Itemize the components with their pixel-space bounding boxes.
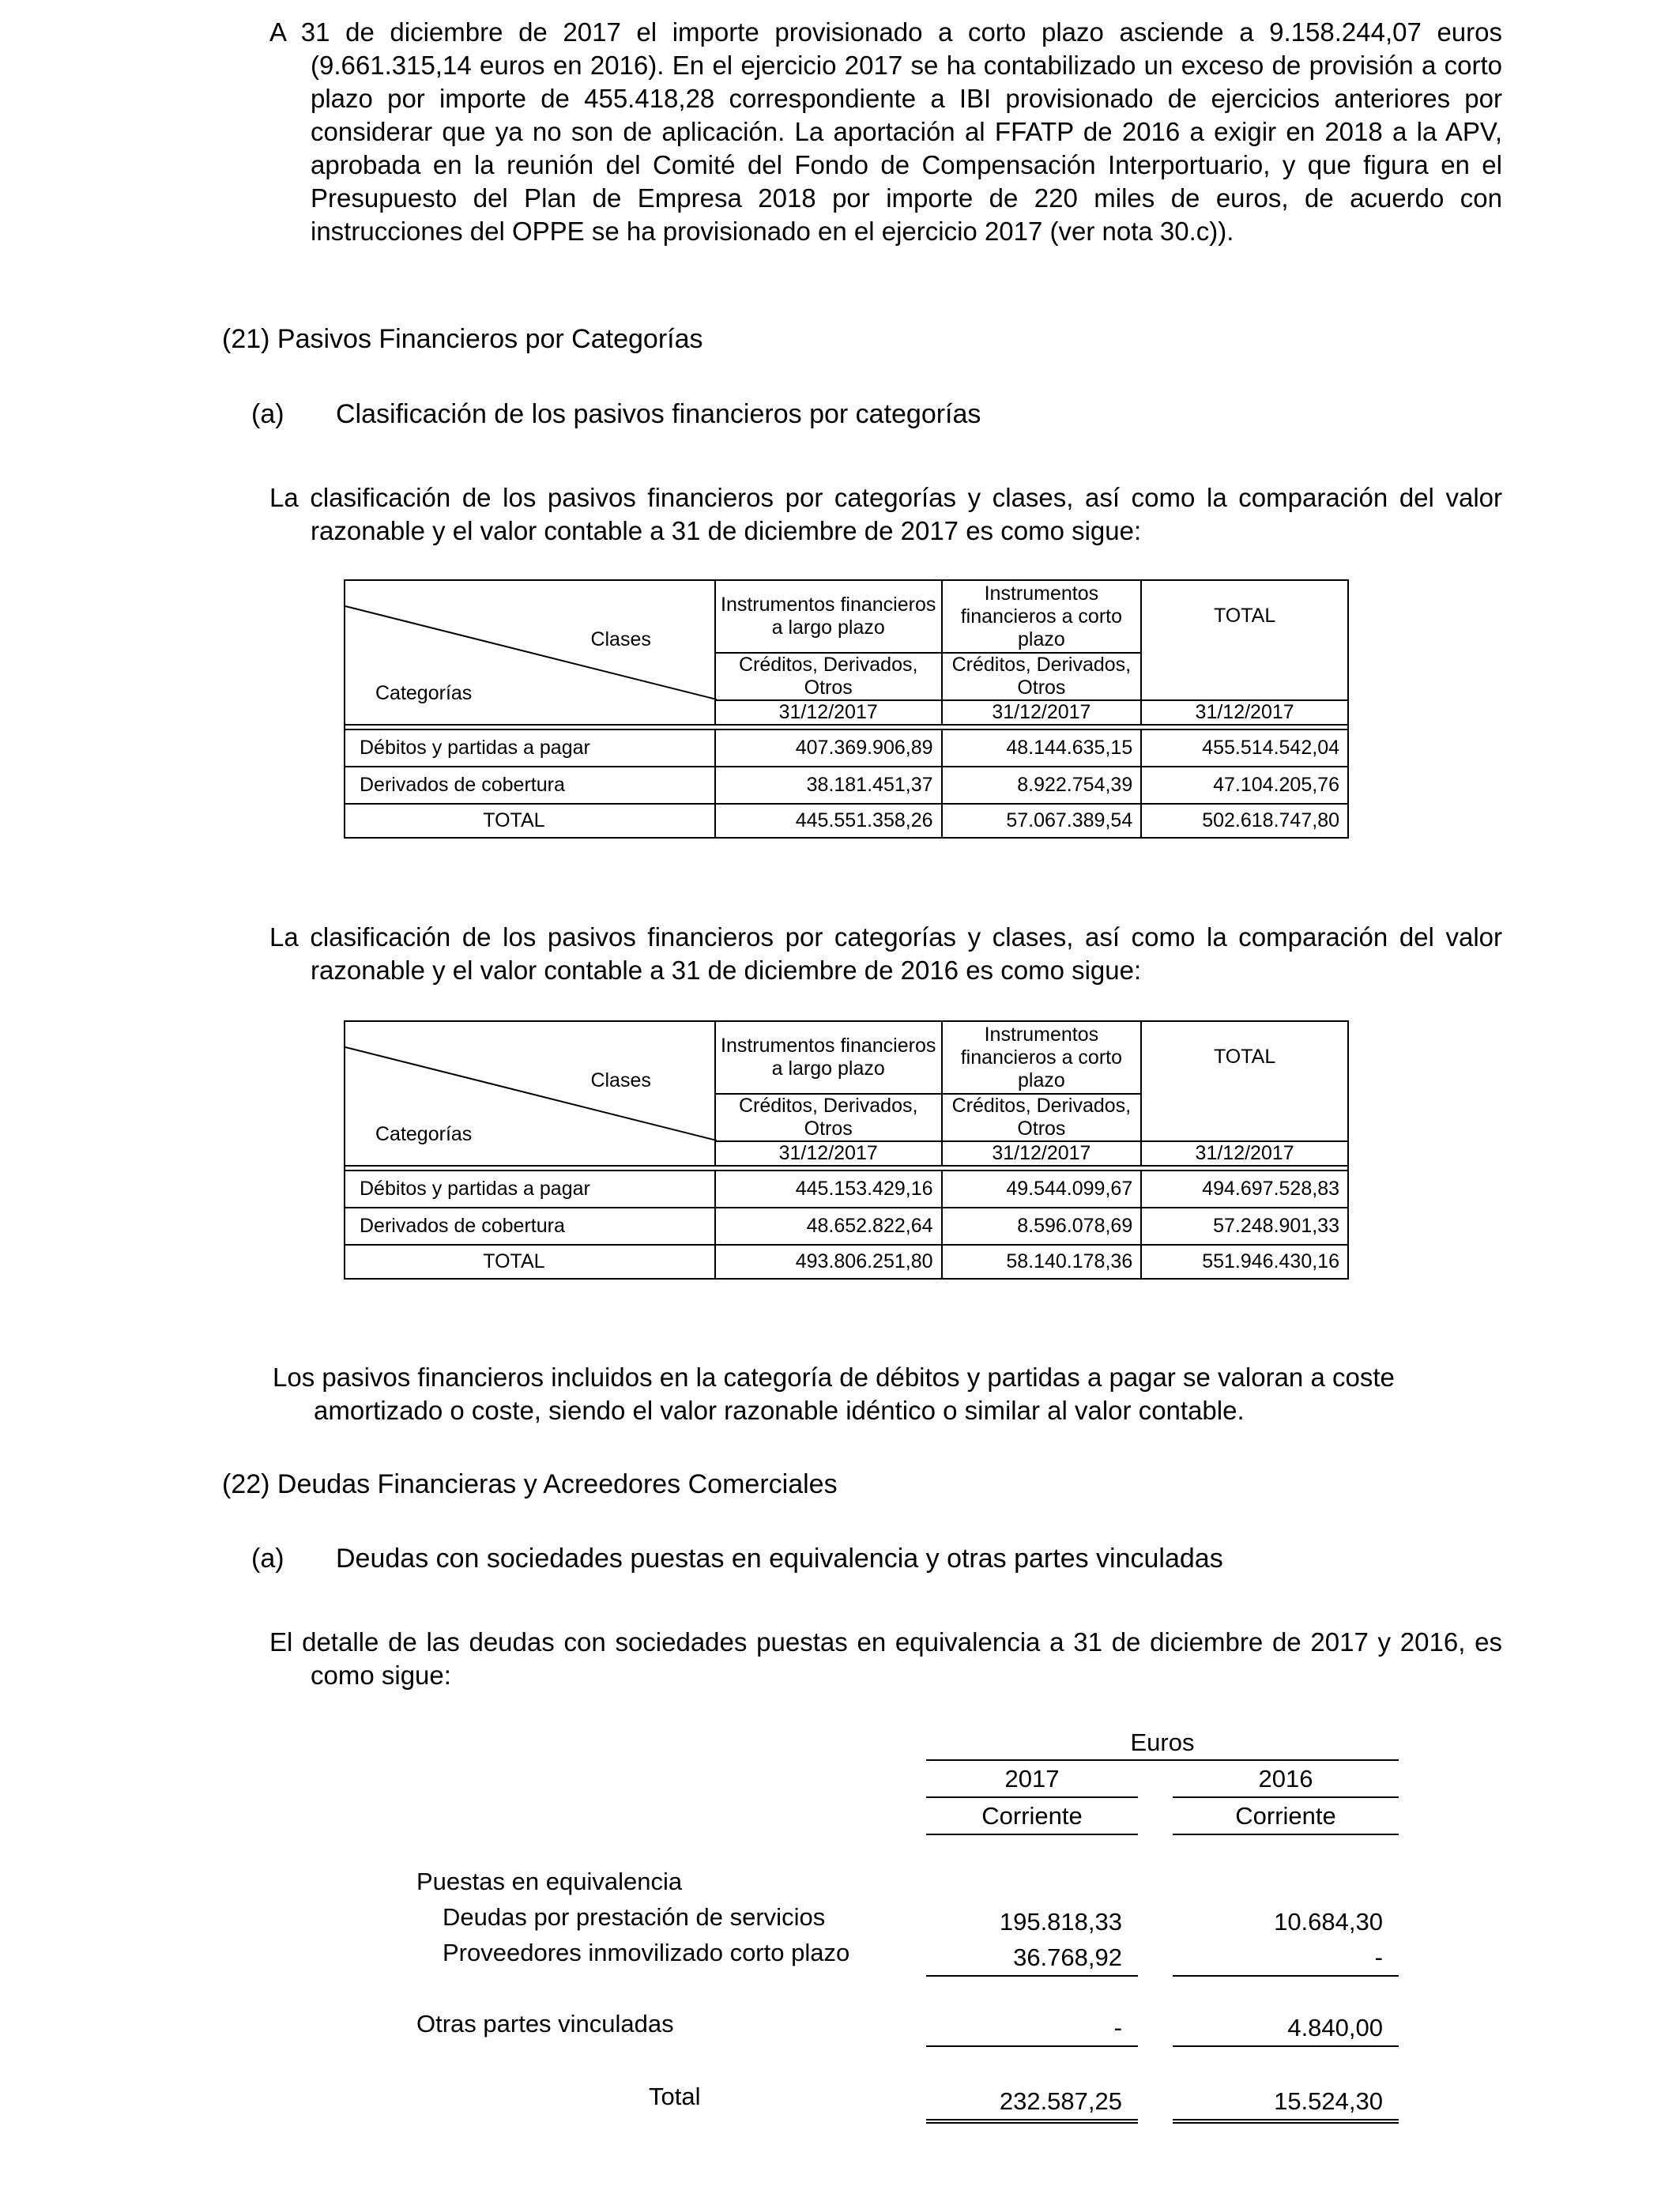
- euros-rule: [926, 1759, 1399, 1761]
- row-services-2016: 10.684,30: [1274, 1908, 1383, 1936]
- table-row: [345, 767, 1348, 804]
- other-rule-2016: [1173, 2045, 1399, 2047]
- section-21-title: (21) Pasivos Financieros por Categorías: [222, 324, 703, 354]
- col-head-long-term: Instrumentos financieros a largo plazo: [715, 1021, 942, 1094]
- col-head-total: TOTAL: [1141, 580, 1348, 700]
- row-value-total: 455.514.542,04: [1141, 729, 1348, 767]
- row-value-long: 493.806.251,80: [715, 1245, 942, 1279]
- row-value-short: 8.922.754,39: [942, 767, 1142, 804]
- row-value-short: 57.067.389,54: [942, 804, 1142, 838]
- col-head-long-term: Instrumentos financieros a largo plazo: [715, 580, 942, 653]
- current-2017-rule: [926, 1834, 1138, 1835]
- col-sub-long-term: Créditos, Derivados, Otros: [715, 1094, 942, 1141]
- row-value-total: 502.618.747,80: [1141, 804, 1348, 838]
- col-sub-short-term: Créditos, Derivados, Otros: [942, 653, 1142, 700]
- row-value-short: 58.140.178,36: [942, 1245, 1142, 1279]
- table-row: [345, 1245, 1348, 1279]
- row-services-2017: 195.818,33: [999, 1908, 1122, 1936]
- year-2016: 2016: [1258, 1765, 1313, 1793]
- year-2017-rule: [926, 1796, 1138, 1798]
- section-22-paragraph: El detalle de las deudas con sociedades puestas en equivalencia a 31 de diciembre de 2017 y 2016, es como sigue:: [269, 1627, 1502, 1690]
- intro-paragraph: A 31 de diciembre de 2017 el importe provisionado a corto plazo asciende a 9.158.244,07 euros (9.661.315,14 euros en 2016). En el ejercicio 2017 se ha contabilizado un exceso de provisión a corto plazo por importe de 455.418,28 correspondiente a IBI provisionado de ejercicios anteriores por considerar que ya no son de aplicación. La aportación al FFATP de 2016 a exigir en 2018 a la APV, aprobada en la reunión del Comité del Fondo de Compensación Interportuario, y que figura en el Presupuesto del Plan de Empresa 2018 por importe de 220 miles de euros, de acuerdo con instrucciones del OPPE se ha provisionado en el ejercicio 2017 (ver nota 30.c)).: [269, 17, 1502, 246]
- date-long-term: 31/12/2017: [715, 700, 942, 725]
- closing-paragraph: Los pasivos financieros incluidos en la categoría de débitos y partidas a pagar se valoran a coste amortizado o coste, siendo el valor razonable idéntico o similar al valor contable.: [273, 1363, 1395, 1425]
- section-21-sub-letter: (a): [251, 399, 284, 429]
- year-2017: 2017: [1004, 1765, 1060, 1793]
- row-value-long: 38.181.451,37: [715, 767, 942, 804]
- date-long-term: 31/12/2017: [715, 1141, 942, 1166]
- euros-header: Euros: [1130, 1728, 1195, 1756]
- row-label: TOTAL: [345, 804, 715, 838]
- diagonal-header: [345, 580, 715, 725]
- row-label: Derivados de cobertura: [345, 767, 715, 804]
- row-value-long: 445.153.429,16: [715, 1171, 942, 1208]
- table-2017: [344, 579, 1349, 839]
- col-sub-short-term: Créditos, Derivados, Otros: [942, 1094, 1142, 1141]
- clases-label: Clases: [590, 1069, 651, 1091]
- categorias-label: Categorías: [375, 1123, 473, 1145]
- total-2016: 15.524,30: [1274, 2087, 1383, 2115]
- row-value-short: 49.544.099,67: [942, 1171, 1142, 1208]
- row-value-total: 57.248.901,33: [1141, 1208, 1348, 1245]
- row-suppliers-2017: 36.768,92: [1013, 1943, 1122, 1971]
- total-label: Total: [649, 2083, 701, 2110]
- col-head-short-term: Instrumentos financieros a corto plazo: [942, 580, 1142, 653]
- row-other-2016: 4.840,00: [1287, 2014, 1383, 2041]
- section-22-sub-title: Deudas con sociedades puestas en equivalencia y otras partes vinculadas: [336, 1544, 1223, 1574]
- row-value-long: 407.369.906,89: [715, 729, 942, 767]
- row-value-total: 47.104.205,76: [1141, 767, 1348, 804]
- row-label: Débitos y partidas a pagar: [345, 1171, 715, 1208]
- row-label: Derivados de cobertura: [345, 1208, 715, 1245]
- row-label-suppliers: Proveedores inmovilizado corto plazo: [443, 1939, 850, 1966]
- row-value-long: 445.551.358,26: [715, 804, 942, 838]
- total-double-rule-2016: [1173, 2119, 1399, 2124]
- section-22-sub-letter: (a): [251, 1544, 284, 1574]
- date-short-term: 31/12/2017: [942, 1141, 1142, 1166]
- row-label-other: Otras partes vinculadas: [416, 2010, 674, 2038]
- categorias-label: Categorías: [375, 682, 473, 704]
- table-2016: [344, 1020, 1349, 1280]
- row-label: TOTAL: [345, 1245, 715, 1279]
- group-label: Puestas en equivalencia: [416, 1868, 683, 1895]
- row-value-short: 48.144.635,15: [942, 729, 1142, 767]
- row-value-long: 48.652.822,64: [715, 1208, 942, 1245]
- diagonal-header: [345, 1021, 715, 1166]
- table-row: [345, 729, 1348, 767]
- row-value-short: 8.596.078,69: [942, 1208, 1142, 1245]
- row-label: Débitos y partidas a pagar: [345, 729, 715, 767]
- year-2016-rule: [1173, 1796, 1399, 1798]
- row-label-services: Deudas por prestación de servicios: [443, 1903, 826, 1931]
- row-value-total: 551.946.430,16: [1141, 1245, 1348, 1279]
- date-total: 31/12/2017: [1141, 700, 1348, 725]
- row-value-total: 494.697.528,83: [1141, 1171, 1348, 1208]
- date-short-term: 31/12/2017: [942, 700, 1142, 725]
- row-other-2017: -: [1113, 2014, 1122, 2041]
- para-2017: La clasificación de los pasivos financieros por categorías y clases, así como la comparación del valor razonable y el valor contable a 31 de diciembre de 2017 es como sigue:: [269, 483, 1502, 545]
- total-double-rule-2017: [926, 2119, 1138, 2124]
- current-2017: Corriente: [981, 1802, 1083, 1830]
- col-head-total: TOTAL: [1141, 1021, 1348, 1141]
- other-rule-2017: [926, 2045, 1138, 2047]
- subtotal-rule-2016: [1173, 1975, 1399, 1977]
- current-2016-rule: [1173, 1834, 1399, 1835]
- table-row: [345, 804, 1348, 838]
- table-row: [345, 1208, 1348, 1245]
- col-sub-long-term: Créditos, Derivados, Otros: [715, 653, 942, 700]
- row-suppliers-2016: -: [1374, 1943, 1383, 1971]
- current-2016: Corriente: [1235, 1802, 1336, 1830]
- para-2016: La clasificación de los pasivos financieros por categorías y clases, así como la comparación del valor razonable y el valor contable a 31 de diciembre de 2016 es como sigue:: [269, 922, 1502, 985]
- section-21-sub-title: Clasificación de los pasivos financieros por categorías: [336, 399, 981, 429]
- date-total: 31/12/2017: [1141, 1141, 1348, 1166]
- col-head-short-term: Instrumentos financieros a corto plazo: [942, 1021, 1142, 1094]
- section-22-title: (22) Deudas Financieras y Acreedores Comerciales: [222, 1469, 838, 1499]
- table-row: [345, 1171, 1348, 1208]
- subtotal-rule-2017: [926, 1975, 1138, 1977]
- clases-label: Clases: [590, 628, 651, 650]
- total-2017: 232.587,25: [999, 2087, 1122, 2115]
